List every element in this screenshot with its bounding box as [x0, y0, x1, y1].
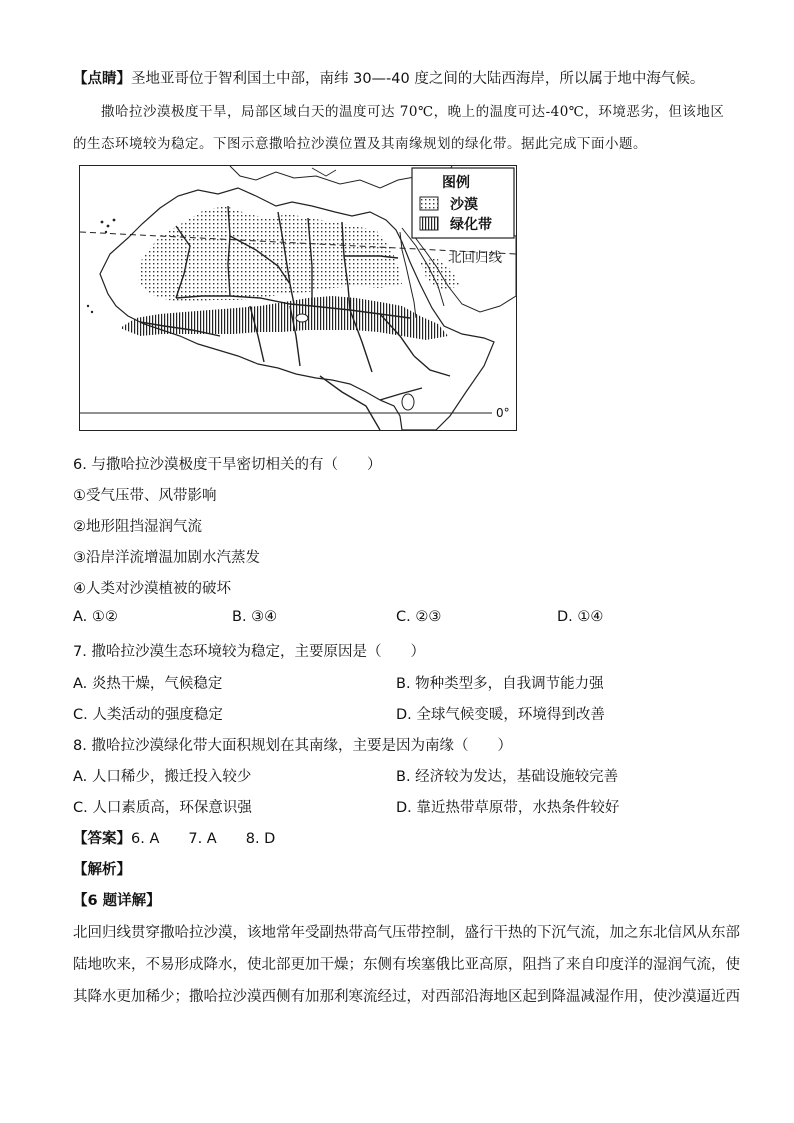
- q7-stem: 7. 撒哈拉沙漠生态环境较为稳定，主要原因是（ ）: [73, 644, 425, 660]
- q8-option-c: C. 人口素质高，环保意识强: [73, 800, 252, 816]
- detail-label: 【6 题详解】: [73, 893, 161, 909]
- analysis-label: 【解析】: [73, 862, 131, 878]
- answer-line: [73, 827, 275, 848]
- legend-green-label: 绿化带: [450, 217, 492, 233]
- legend-green-swatch: [420, 217, 438, 230]
- q6-option-a: A. ①②: [73, 609, 118, 625]
- legend-title: 图例: [442, 175, 470, 191]
- detail-line-3: 其降水更加稀少；撒哈拉沙漠西侧有加那利寒流经过，对西部沿海地区起到降温减湿作用，使沙漠逼近西: [73, 989, 740, 1005]
- q6-item-3: ③沿岸洋流增温加剧水汽蒸发: [73, 550, 260, 566]
- q6-item-2: ②地形阻挡湿润气流: [73, 519, 202, 535]
- tip-label: 【点睛】: [73, 71, 131, 87]
- tropic-label: 北回归线: [448, 250, 502, 266]
- legend-desert-label: 沙漠: [450, 197, 478, 213]
- q8-option-a: A. 人口稀少，搬迁投入较少: [73, 769, 252, 785]
- answer-text: 6. A 7. A 8. D: [131, 831, 276, 847]
- intro-line-2: 的生态环境较为稳定。下图示意撒哈拉沙漠位置及其南缘规划的绿化带。据此完成下面小题。: [73, 136, 647, 152]
- q6-item-4: ④人类对沙漠植被的破坏: [73, 581, 231, 597]
- detail-line-2: 陆地吹来，不易形成降水，使北部更加干燥；东侧有埃塞俄比亚高原，阻挡了来自印度洋的湿润气流，使: [73, 957, 740, 973]
- sahara-map: [79, 165, 517, 431]
- equator-label: 0°: [496, 406, 510, 420]
- q6-option-c: C. ②③: [396, 609, 442, 625]
- q8-option-d: D. 靠近热带草原带，水热条件较好: [396, 800, 620, 816]
- tip-text: 圣地亚哥位于智利国土中部，南纬 30—-40 度之间的大陆西海岸，所以属于地中海气候。: [131, 71, 705, 87]
- q7-option-d: D. 全球气候变暖，环境得到改善: [396, 707, 605, 723]
- q7-option-a: A. 炎热干燥，气候稳定: [73, 676, 223, 692]
- q6-option-d: D. ①④: [557, 609, 604, 625]
- legend-desert-swatch: [420, 197, 438, 210]
- q6-stem: 6. 与撒哈拉沙漠极度干旱密切相关的有（ ）: [73, 457, 382, 473]
- q6-option-b: B. ③④: [232, 609, 278, 625]
- q6-item-1: ①受气压带、风带影响: [73, 488, 217, 504]
- q8-stem: 8. 撒哈拉沙漠绿化带大面积规划在其南缘，主要是因为南缘（ ）: [73, 738, 512, 754]
- detail-line-1: 北回归线贯穿撒哈拉沙漠，该地常年受副热带高气压带控制，盛行干热的下沉气流，加之东北信风从东部: [73, 925, 740, 941]
- q7-option-b: B. 物种类型多，自我调节能力强: [396, 676, 604, 692]
- q8-option-b: B. 经济较为发达，基础设施较完善: [396, 769, 619, 785]
- answer-label: 【答案】: [73, 831, 131, 847]
- intro-line-1: 撒哈拉沙漠极度干旱，局部区域白天的温度可达 70℃，晚上的温度可达-40℃，环境恶劣，但该地区: [101, 104, 725, 120]
- q7-option-c: C. 人类活动的强度稳定: [73, 707, 223, 723]
- tip-line: [73, 67, 704, 88]
